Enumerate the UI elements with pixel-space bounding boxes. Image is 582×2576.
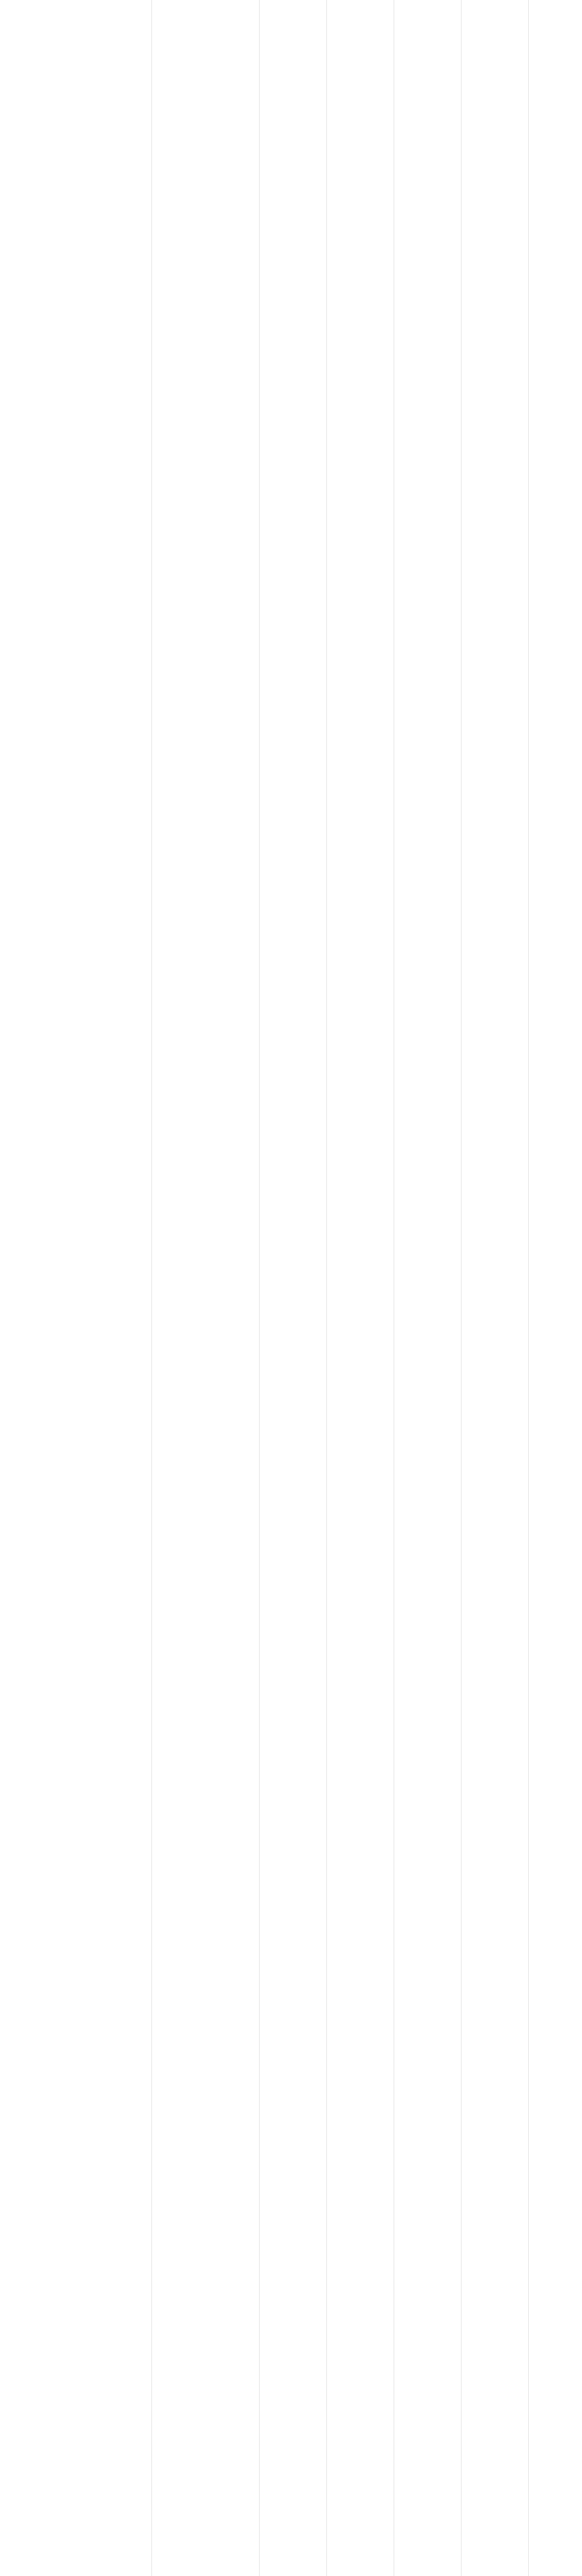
column-divider bbox=[528, 0, 529, 2576]
column-divider bbox=[461, 0, 462, 2576]
column-divider bbox=[259, 0, 260, 2576]
column-divider bbox=[326, 0, 327, 2576]
column-divider bbox=[151, 0, 152, 2576]
